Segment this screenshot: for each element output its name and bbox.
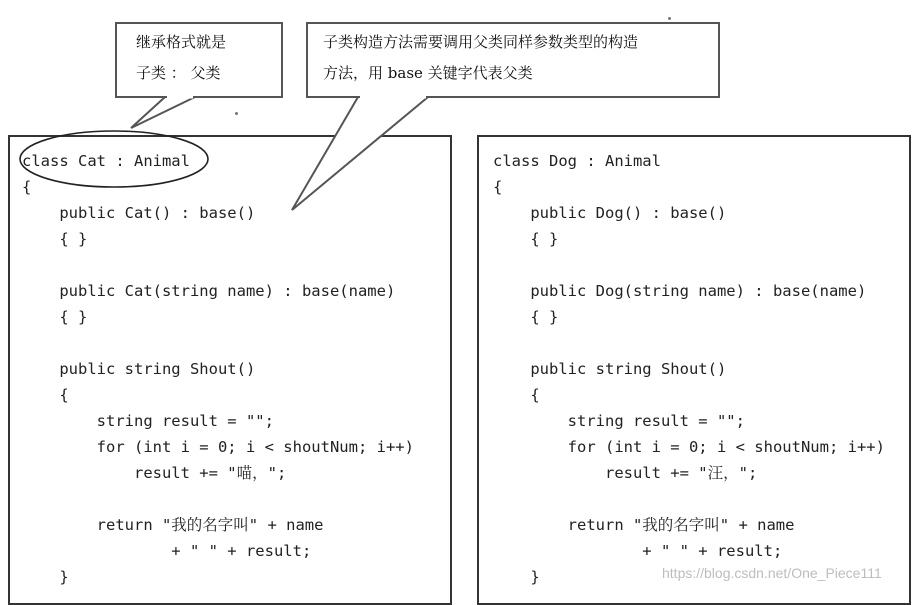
code-line: {: [493, 386, 540, 404]
code-line: {: [22, 178, 32, 196]
cat-code-panel: [8, 135, 452, 605]
code-line: { }: [22, 308, 88, 326]
code-line: + " " + result;: [493, 542, 783, 560]
code-line: public Dog(string name) : base(name): [493, 282, 867, 300]
callout-line: 方法，用 base 关键字代表父类: [323, 64, 533, 82]
callout-line: 子类 ： 父类: [136, 64, 221, 82]
callout-base-constructor: [306, 22, 720, 98]
code-line: { }: [22, 230, 88, 248]
callout-pointer-left: [131, 97, 195, 128]
code-line: string result = "";: [22, 412, 274, 430]
code-line: }: [22, 568, 69, 586]
code-line: result += "喵，";: [22, 464, 287, 482]
code-line: {: [493, 178, 503, 196]
code-line: public string Shout(): [22, 360, 256, 378]
code-line: }: [493, 568, 540, 586]
code-line: {: [22, 386, 69, 404]
callout-line: 继承格式就是: [136, 33, 227, 51]
code-line: class Dog : Animal: [493, 152, 661, 170]
code-line: public Cat() : base(): [22, 204, 256, 222]
scan-speck: [235, 112, 238, 115]
code-line: return "我的名字叫" + name: [493, 516, 795, 534]
code-line: for (int i = 0; i < shoutNum; i++): [493, 438, 885, 456]
code-line: for (int i = 0; i < shoutNum; i++): [22, 438, 414, 456]
code-line: class Cat : Animal: [22, 152, 190, 170]
scan-speck: [668, 17, 671, 20]
code-line: return "我的名字叫" + name: [22, 516, 324, 534]
code-line: result += "汪，";: [493, 464, 758, 482]
code-line: + " " + result;: [22, 542, 312, 560]
watermark: https://blog.csdn.net/One_Piece111: [662, 565, 882, 581]
code-line: { }: [493, 230, 559, 248]
callout-inheritance-format: [115, 22, 283, 98]
code-line: public Dog() : base(): [493, 204, 727, 222]
callout-line: 子类构造方法需要调用父类同样参数类型的构造: [323, 33, 639, 51]
code-line: public string Shout(): [493, 360, 727, 378]
dog-code-panel: [477, 135, 911, 605]
code-line: public Cat(string name) : base(name): [22, 282, 396, 300]
code-line: { }: [493, 308, 559, 326]
code-line: string result = "";: [493, 412, 745, 430]
